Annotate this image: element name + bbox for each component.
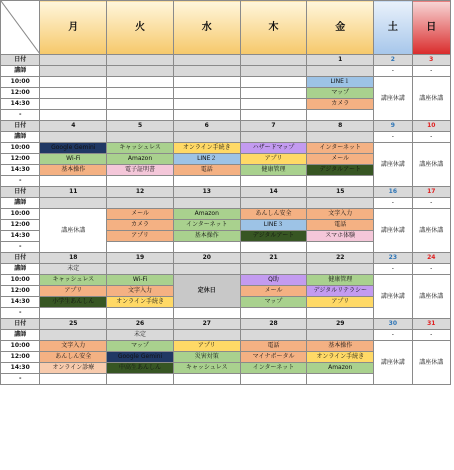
course-cell	[107, 264, 174, 275]
empty-cell	[173, 308, 240, 319]
course-cell	[307, 132, 374, 143]
course-cell	[173, 264, 240, 275]
course-cell	[173, 330, 240, 341]
event-cell: オンライン手続き	[107, 297, 174, 308]
saturday-kyukou: 講座休講	[374, 341, 412, 385]
date-cell	[40, 55, 107, 66]
empty-cell	[107, 374, 174, 385]
dash-label: -	[1, 374, 40, 385]
course-cell: -	[412, 264, 450, 275]
date-cell: 23	[374, 253, 412, 264]
date-cell: 9	[374, 121, 412, 132]
date-cell: 13	[173, 187, 240, 198]
course-cell	[40, 330, 107, 341]
course-cell	[40, 66, 107, 77]
weekday-header-row	[1, 1, 451, 55]
date-cell: 26	[107, 319, 174, 330]
event-cell: キャッシュレス	[173, 363, 240, 374]
kyukou-cell: 講座休講	[40, 209, 107, 253]
course-label: 講師	[1, 330, 40, 341]
empty-cell	[107, 308, 174, 319]
time-label: 14:30	[1, 297, 40, 308]
course-cell: -	[412, 66, 450, 77]
course-cell: -	[374, 66, 412, 77]
course-cell	[173, 198, 240, 209]
course-cell	[307, 330, 374, 341]
time-row	[1, 209, 451, 220]
date-cell: 8	[307, 121, 374, 132]
course-cell: -	[412, 132, 450, 143]
empty-cell	[240, 176, 307, 187]
event-cell: インターネット	[307, 143, 374, 154]
event-cell: 小学生あんしん	[40, 297, 107, 308]
empty-cell	[40, 176, 107, 187]
empty-cell	[107, 176, 174, 187]
time-label: 10:00	[1, 341, 40, 352]
empty-cell	[173, 88, 240, 99]
empty-cell	[307, 374, 374, 385]
course-cell: -	[412, 330, 450, 341]
date-label: 日付	[1, 55, 40, 66]
course-cell	[107, 132, 174, 143]
date-cell: 18	[40, 253, 107, 264]
date-cell: 6	[173, 121, 240, 132]
time-label: 14:30	[1, 363, 40, 374]
diagonal-line	[1, 1, 40, 54]
course-cell	[173, 66, 240, 77]
date-cell: 4	[40, 121, 107, 132]
event-cell: 電話	[240, 341, 307, 352]
event-cell: LINE１	[307, 77, 374, 88]
event-cell: 基本操作	[40, 165, 107, 176]
saturday-kyukou: 講座休講	[374, 275, 412, 319]
event-cell: 中高生あんしん	[107, 363, 174, 374]
course-cell	[307, 264, 374, 275]
date-cell: 15	[307, 187, 374, 198]
date-label: 日付	[1, 319, 40, 330]
time-label: 12:00	[1, 352, 40, 363]
course-label: 講師	[1, 198, 40, 209]
course-row	[1, 330, 451, 341]
empty-cell	[173, 77, 240, 88]
empty-cell	[307, 110, 374, 121]
event-cell: Q助	[240, 275, 307, 286]
event-cell: 基本操作	[173, 231, 240, 242]
time-row	[1, 77, 451, 88]
date-cell: 10	[412, 121, 450, 132]
event-cell: 災害対策	[173, 352, 240, 363]
course-cell: -	[412, 198, 450, 209]
header-saturday: 土	[374, 1, 412, 55]
date-row	[1, 55, 451, 66]
date-cell	[240, 55, 307, 66]
course-cell	[307, 198, 374, 209]
course-row	[1, 66, 451, 77]
header-sunday: 日	[412, 1, 450, 55]
empty-cell	[107, 99, 174, 110]
course-cell	[240, 66, 307, 77]
date-cell: 28	[240, 319, 307, 330]
sunday-kyukou: 講座休講	[412, 209, 450, 253]
event-cell: 電話	[307, 220, 374, 231]
date-cell: 22	[307, 253, 374, 264]
course-cell	[240, 132, 307, 143]
event-cell: Amazon	[307, 363, 374, 374]
date-cell: 21	[240, 253, 307, 264]
event-cell: カメラ	[107, 220, 174, 231]
empty-cell	[173, 99, 240, 110]
header-monday: 月	[40, 1, 107, 55]
saturday-kyukou: 講座休講	[374, 143, 412, 187]
date-cell	[107, 55, 174, 66]
course-cell: -	[374, 132, 412, 143]
time-label: 12:00	[1, 286, 40, 297]
empty-cell	[40, 77, 107, 88]
header-tuesday: 火	[107, 1, 174, 55]
date-row	[1, 253, 451, 264]
dash-label: -	[1, 242, 40, 253]
event-cell: インターネット	[173, 220, 240, 231]
time-label: 14:30	[1, 231, 40, 242]
event-cell: 健康管理	[307, 275, 374, 286]
course-cell	[40, 132, 107, 143]
date-cell: 30	[374, 319, 412, 330]
date-cell: 3	[412, 55, 450, 66]
empty-cell	[107, 242, 174, 253]
dash-label: -	[1, 110, 40, 121]
event-cell: Amazon	[107, 154, 174, 165]
empty-cell	[173, 176, 240, 187]
event-cell: インターネット	[240, 363, 307, 374]
course-cell	[240, 330, 307, 341]
date-cell: 16	[374, 187, 412, 198]
empty-cell	[40, 374, 107, 385]
date-cell: 24	[412, 253, 450, 264]
event-cell: アプリ	[173, 341, 240, 352]
event-cell: あんしん安全	[240, 209, 307, 220]
date-cell: 7	[240, 121, 307, 132]
event-cell: カメラ	[307, 99, 374, 110]
course-cell: -	[374, 198, 412, 209]
event-cell: 文字入力	[40, 341, 107, 352]
event-cell: Wi-Fi	[40, 154, 107, 165]
event-cell: スマホ体験	[307, 231, 374, 242]
sunday-kyukou: 講座休講	[412, 341, 450, 385]
course-cell	[240, 264, 307, 275]
date-cell: 11	[40, 187, 107, 198]
empty-cell	[173, 374, 240, 385]
sunday-kyukou: 講座休講	[412, 275, 450, 319]
header-corner	[1, 1, 40, 55]
dash-label: -	[1, 176, 40, 187]
event-cell: 文字入力	[307, 209, 374, 220]
empty-cell	[240, 77, 307, 88]
event-cell: マップ	[107, 341, 174, 352]
event-cell: オンライン手続き	[173, 143, 240, 154]
date-cell: 1	[307, 55, 374, 66]
empty-cell	[107, 110, 174, 121]
empty-cell	[40, 110, 107, 121]
time-label: 14:30	[1, 165, 40, 176]
saturday-kyukou: 講座休講	[374, 77, 412, 121]
date-row	[1, 187, 451, 198]
time-label: 14:30	[1, 99, 40, 110]
event-cell: マップ	[307, 88, 374, 99]
empty-cell	[240, 308, 307, 319]
date-cell: 2	[374, 55, 412, 66]
time-label: 10:00	[1, 275, 40, 286]
event-cell: キャッシュレス	[107, 143, 174, 154]
event-cell: アプリ	[40, 286, 107, 297]
event-cell: アプリ	[307, 297, 374, 308]
event-cell: マイナポータル	[240, 352, 307, 363]
date-label: 日付	[1, 121, 40, 132]
course-cell: -	[374, 264, 412, 275]
time-row	[1, 275, 451, 286]
event-cell: 電子証明書	[107, 165, 174, 176]
empty-cell	[40, 88, 107, 99]
event-cell: Amazon	[173, 209, 240, 220]
empty-cell	[240, 374, 307, 385]
course-row	[1, 132, 451, 143]
course-cell	[40, 198, 107, 209]
event-cell: マップ	[240, 297, 307, 308]
event-cell: メール	[307, 154, 374, 165]
time-row	[1, 341, 451, 352]
course-cell	[240, 198, 307, 209]
date-cell: 12	[107, 187, 174, 198]
course-cell: 未定	[40, 264, 107, 275]
course-label: 講師	[1, 264, 40, 275]
empty-cell	[107, 77, 174, 88]
event-cell: デジタルアート	[240, 231, 307, 242]
empty-cell	[40, 99, 107, 110]
date-cell: 20	[173, 253, 240, 264]
empty-cell	[307, 242, 374, 253]
date-label: 日付	[1, 187, 40, 198]
time-label: 12:00	[1, 220, 40, 231]
empty-cell	[240, 99, 307, 110]
header-thursday: 木	[240, 1, 307, 55]
time-label: 10:00	[1, 77, 40, 88]
event-cell: オンライン診療	[40, 363, 107, 374]
course-cell	[107, 198, 174, 209]
saturday-kyukou: 講座休講	[374, 209, 412, 253]
event-cell: あんしん安全	[40, 352, 107, 363]
date-cell: 17	[412, 187, 450, 198]
empty-cell	[240, 88, 307, 99]
header-friday: 金	[307, 1, 374, 55]
event-cell: LINE３	[240, 220, 307, 231]
date-row	[1, 319, 451, 330]
course-cell	[107, 66, 174, 77]
course-row	[1, 198, 451, 209]
date-cell: 5	[107, 121, 174, 132]
date-label: 日付	[1, 253, 40, 264]
time-label: 12:00	[1, 154, 40, 165]
event-cell: Google Gemini	[107, 352, 174, 363]
dash-label: -	[1, 308, 40, 319]
course-row	[1, 264, 451, 275]
empty-cell	[173, 242, 240, 253]
empty-cell	[240, 110, 307, 121]
time-label: 12:00	[1, 88, 40, 99]
event-cell: 電話	[173, 165, 240, 176]
date-cell: 31	[412, 319, 450, 330]
event-cell: デジタルリテラシー	[307, 286, 374, 297]
event-cell: オンライン手続き	[307, 352, 374, 363]
event-cell: ハザードマップ	[240, 143, 307, 154]
event-cell: アプリ	[240, 154, 307, 165]
event-cell: 文字入力	[107, 286, 174, 297]
event-cell: メール	[240, 286, 307, 297]
date-cell: 27	[173, 319, 240, 330]
event-cell: キャッシュレス	[40, 275, 107, 286]
sunday-kyukou: 講座休講	[412, 77, 450, 121]
date-row	[1, 121, 451, 132]
closed-cell: 定休日	[173, 275, 240, 308]
empty-cell	[40, 308, 107, 319]
time-label: 10:00	[1, 143, 40, 154]
date-cell: 19	[107, 253, 174, 264]
event-cell: 基本操作	[307, 341, 374, 352]
date-cell: 29	[307, 319, 374, 330]
date-cell: 25	[40, 319, 107, 330]
empty-cell	[107, 88, 174, 99]
empty-cell	[240, 242, 307, 253]
event-cell: メール	[107, 209, 174, 220]
event-cell: LINE２	[173, 154, 240, 165]
empty-cell	[307, 308, 374, 319]
course-label: 講師	[1, 132, 40, 143]
date-cell	[173, 55, 240, 66]
header-wednesday: 水	[173, 1, 240, 55]
course-label: 講師	[1, 66, 40, 77]
event-cell: 健康管理	[240, 165, 307, 176]
date-cell: 14	[240, 187, 307, 198]
time-label: 10:00	[1, 209, 40, 220]
course-cell	[307, 66, 374, 77]
event-cell: Google Gemini	[40, 143, 107, 154]
course-cell: 未定	[107, 330, 174, 341]
course-cell: -	[374, 330, 412, 341]
event-cell: Wi-Fi	[107, 275, 174, 286]
time-row	[1, 143, 451, 154]
event-cell: アプリ	[107, 231, 174, 242]
event-cell: デジタルアート	[307, 165, 374, 176]
empty-cell	[307, 176, 374, 187]
sunday-kyukou: 講座休講	[412, 143, 450, 187]
course-cell	[173, 132, 240, 143]
empty-cell	[173, 110, 240, 121]
